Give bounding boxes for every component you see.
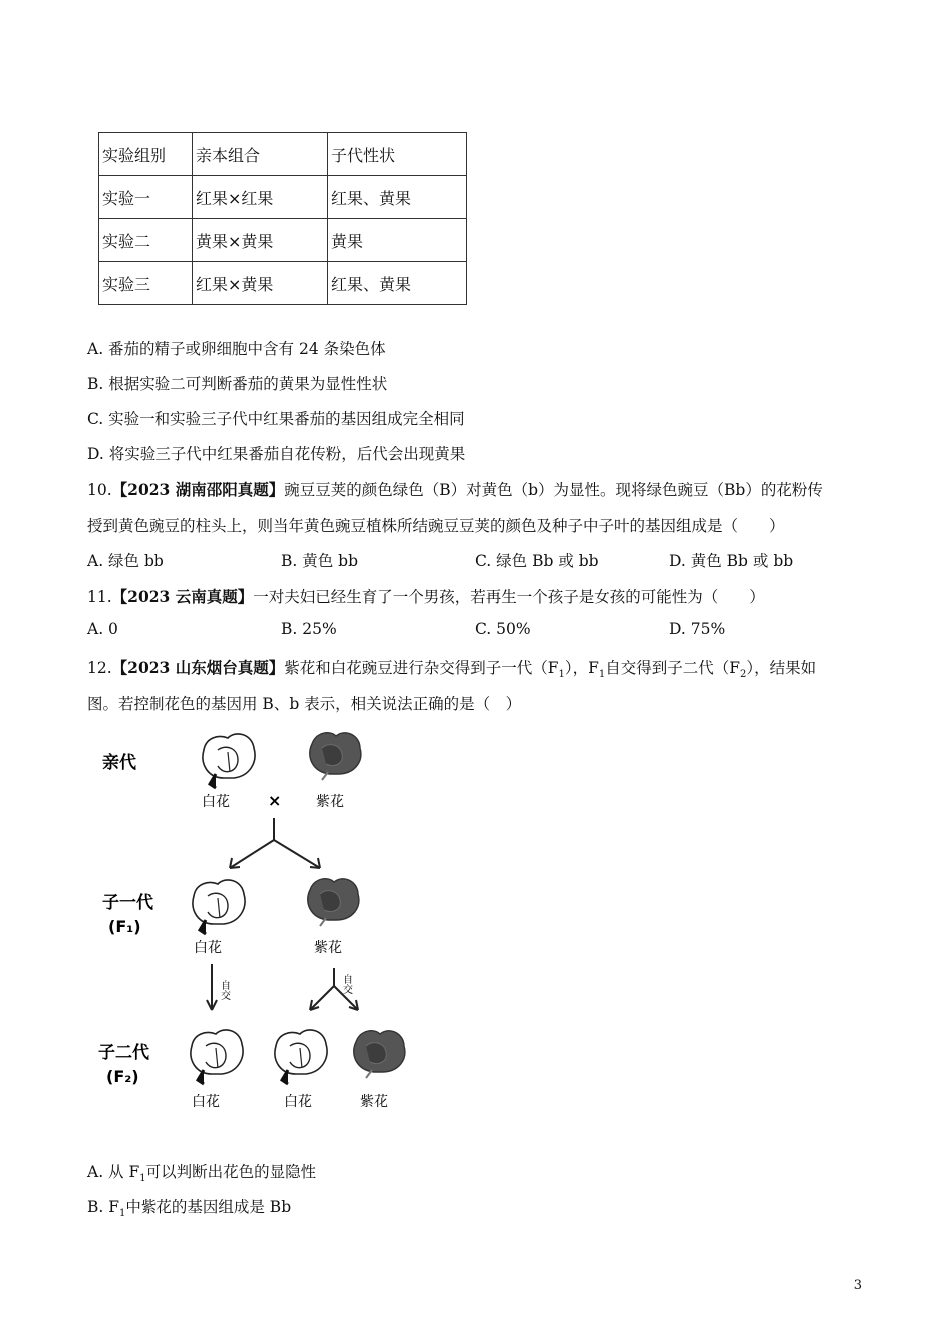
table-row <box>99 219 467 262</box>
q12-text: 紫花和白花豌豆进行杂交得到子一代（F <box>284 659 559 677</box>
q12-option-text: A. 从 F <box>87 1163 140 1181</box>
q11-number: 11. <box>87 588 112 606</box>
table-cell: 实验一 <box>99 176 193 219</box>
q9-option-a: A. 番茄的精子或卵细胞中含有 24 条染色体 <box>87 340 386 358</box>
q9-option-d: D. 将实验三子代中红果番茄自花传粉，后代会出现黄果 <box>87 445 466 463</box>
subscript: 1 <box>558 669 565 681</box>
white-flower-icon <box>275 1030 327 1084</box>
self-cross-label: 自交 <box>340 974 352 994</box>
q12-option-text: 中紫花的基因组成是 Bb <box>125 1198 292 1216</box>
q12-option-b <box>87 1195 291 1219</box>
self-arrows <box>207 964 358 1010</box>
white-flower-icon <box>193 880 245 934</box>
subscript: 2 <box>740 669 747 681</box>
white-flower-icon <box>191 1030 243 1084</box>
q11-stem <box>87 585 765 607</box>
q10-option-c: C. 绿色 Bb 或 bb <box>475 552 599 570</box>
white-flower-label: 白花 <box>194 940 222 956</box>
purple-flower-icon <box>310 733 361 780</box>
q11-option-c: C. 50% <box>475 620 531 638</box>
q12-text: ），F <box>564 659 599 677</box>
q12-option-text: 可以判断出花色的显隐性 <box>145 1163 317 1181</box>
table-cell: 红果、黄果 <box>328 262 467 305</box>
q11-option-d: D. 75% <box>669 620 726 638</box>
subscript: 1 <box>598 669 606 681</box>
q10-option-d: D. 黄色 Bb 或 bb <box>669 552 794 570</box>
table-header-row <box>99 133 467 176</box>
q10-stem-line2: 授到黄色豌豆的柱头上，则当年黄色豌豆植株所结豌豆豆荚的颜色及种子中子叶的基因组成是（ ） <box>87 517 785 535</box>
table-cell: 红果、黄果 <box>328 176 467 219</box>
purple-flower-label: 紫花 <box>360 1094 388 1110</box>
f1-generation-sub: (F₁) <box>108 917 141 936</box>
q10-number: 10. <box>87 481 112 499</box>
q12-stem-line1 <box>87 656 816 680</box>
table-cell: 实验三 <box>99 262 193 305</box>
table-cell: 红果×红果 <box>193 176 328 219</box>
q9-option-c: C. 实验一和实验三子代中红果番茄的基因组成完全相同 <box>87 410 465 428</box>
page-number: 3 <box>853 1278 862 1293</box>
q10-option-a: A. 绿色 bb <box>87 552 164 570</box>
white-flower-label: 白花 <box>284 1094 312 1110</box>
q12-text: ），结果如 <box>746 659 817 677</box>
q11-source: 【2023 云南真题】 <box>111 587 254 606</box>
q10-source: 【2023 湖南邵阳真题】 <box>111 480 285 499</box>
subscript: 1 <box>119 1208 126 1220</box>
table-header-cell: 子代性状 <box>328 133 467 176</box>
self-cross-label: 自交 <box>218 980 230 1000</box>
purple-flower-label: 紫花 <box>316 794 344 810</box>
f2-generation-label: 子二代 <box>98 1043 149 1063</box>
q12-source: 【2023 山东烟台真题】 <box>111 658 285 677</box>
white-flower-icon <box>203 734 255 788</box>
pea-cross-figure <box>88 718 418 1128</box>
parent-generation-label: 亲代 <box>102 753 136 773</box>
table-row <box>99 176 467 219</box>
purple-flower-icon <box>308 879 359 926</box>
purple-flower-label: 紫花 <box>314 940 342 956</box>
table-row <box>99 262 467 305</box>
q10-option-b: B. 黄色 bb <box>281 552 359 570</box>
q12-option-a <box>87 1160 316 1184</box>
table-cell: 红果×黄果 <box>193 262 328 305</box>
experiment-table <box>98 132 467 305</box>
q11-option-a: A. 0 <box>87 620 118 638</box>
q11-option-b: B. 25% <box>281 620 337 638</box>
q12-stem-line2: 图。若控制花色的基因用 B、b 表示，相关说法正确的是（ ） <box>87 695 522 713</box>
q10-stem-line1 <box>87 478 823 500</box>
cross-arrows <box>230 818 320 868</box>
subscript: 1 <box>139 1173 146 1185</box>
white-flower-label: 白花 <box>202 794 230 810</box>
table-cell: 黄果×黄果 <box>193 219 328 262</box>
purple-flower-icon <box>354 1031 405 1078</box>
q10-text: 豌豆豆荚的颜色绿色（B）对黄色（b）为显性。现将绿色豌豆（Bb）的花粉传 <box>284 481 823 499</box>
table-cell: 实验二 <box>99 219 193 262</box>
cross-symbol: × <box>268 791 282 810</box>
q12-option-text: B. F <box>87 1198 119 1216</box>
q12-number: 12. <box>87 659 112 677</box>
table-cell: 黄果 <box>328 219 467 262</box>
table-header-cell: 亲本组合 <box>193 133 328 176</box>
q9-option-b: B. 根据实验二可判断番茄的黄果为显性性状 <box>87 375 388 393</box>
f2-generation-sub: (F₂) <box>106 1067 139 1086</box>
f1-generation-label: 子一代 <box>102 893 153 913</box>
q11-text: 一对夫妇已经生育了一个男孩，若再生一个孩子是女孩的可能性为（ ） <box>253 588 765 606</box>
table-header-cell: 实验组别 <box>99 133 193 176</box>
q12-text: 自交得到子二代（F <box>605 659 740 677</box>
white-flower-label: 白花 <box>192 1094 220 1110</box>
